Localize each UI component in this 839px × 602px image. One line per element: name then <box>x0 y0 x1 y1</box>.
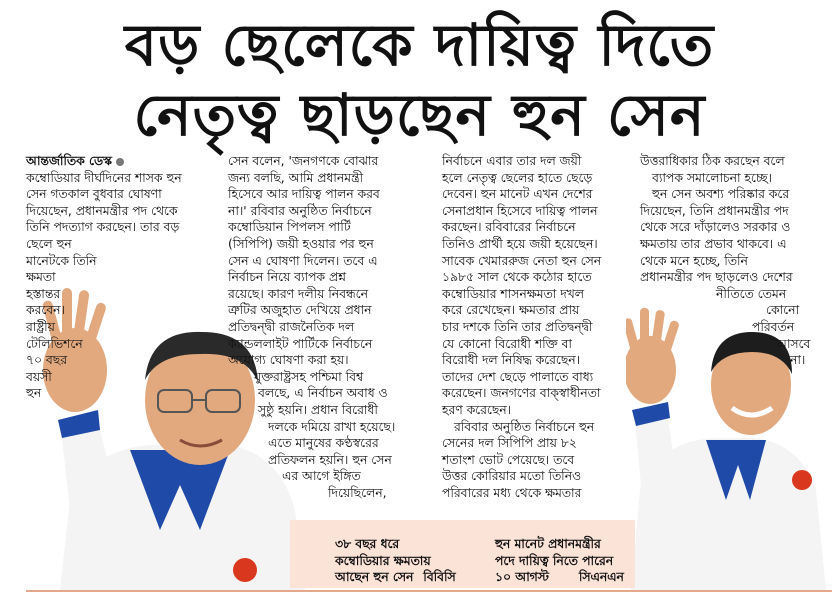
caption-source: সিএনএন <box>578 570 624 585</box>
text-line: কম্বোডিয়ান পিপলস পার্টি <box>228 220 351 235</box>
text-line: হরণ করেছেন। <box>442 402 512 417</box>
text-line: না।' রবিবার অনুষ্ঠিত নির্বাচনে <box>228 203 372 218</box>
photo-caption-hun-manet <box>495 536 635 586</box>
bullet-dot-icon <box>116 158 124 166</box>
text-line: এতে মানুষের কণ্ঠস্বরের <box>268 436 379 451</box>
text-line: ৭০ বছর <box>26 353 67 368</box>
caption-source: বিবিসি <box>423 570 456 585</box>
headline-line-1: বড় ছেলেকে দায়িত্ব দিতে <box>124 11 715 79</box>
text-line: পরিবর্তন <box>752 319 795 334</box>
text-line: দিয়েছেন, তিনি প্রধানমন্ত্রীর পদ <box>640 203 789 218</box>
text-line: ব্যাপক সমালোচনা হচ্ছে। <box>652 170 772 185</box>
text-line: দিয়েছিলেন, <box>328 485 387 500</box>
text-line: করে রেখেছেন। ক্ষমতার প্রায় <box>442 303 580 318</box>
text-line: হলে নেতৃত্ব ছেলের হাতে ছেড়ে <box>442 170 593 185</box>
article-column-2 <box>228 153 431 501</box>
text-line: বলছে, এ নির্বাচন অবাধ ও <box>258 386 388 401</box>
text-line: তিনি পদত্যাগ করছেন। তার বড় <box>26 220 180 235</box>
text-line: অযোগ্য ঘোষণা করা হয়। <box>228 353 349 368</box>
text-line: সাবেক খেমাররুজ নেতা হুন সেন <box>442 253 602 268</box>
headline-line-2: নেতৃত্ব ছাড়ছেন হুন সেন <box>133 81 706 149</box>
text-line: নীতিতে তেমন <box>716 286 787 301</box>
text-line: কম্বোডিয়ার শাসনক্ষমতা দখল <box>442 286 584 301</box>
text-line: কোনো <box>766 303 800 318</box>
bottom-rule <box>26 590 832 592</box>
text-line: সেনাপ্রধান হিসেবে দায়িত্ব পালন <box>442 203 598 218</box>
text-line: সেন এ ঘোষণা দিলেন। তবে এ <box>228 253 378 268</box>
caption-line: ১০ আগস্ট <box>495 570 549 585</box>
text-line: বয়সী <box>26 369 52 384</box>
text-line: থেকে সরে দাঁড়ালেও সরকার ও <box>640 220 791 235</box>
text-line: দেবেন। হুন মানেট এখন দেশের <box>442 187 593 202</box>
text-line: সেনের দল সিপিপি প্রায় ৮২ <box>442 436 577 451</box>
text-line: পরিবারের মধ্য থেকে ক্ষমতার <box>442 485 582 500</box>
text-line: বিরোধী দল নিষিদ্ধ করেছেন। <box>442 353 581 368</box>
article-column-3 <box>442 153 638 501</box>
text-line: প্রধানমন্ত্রীর পদ ছাড়লেও দেশের <box>640 270 793 285</box>
text-line: মানেটকে তিনি <box>26 253 97 268</box>
text-line: নির্বাচনে এবার তার দল জয়ী <box>442 154 582 168</box>
text-line: সেন গতকাল বুধবার ঘোষণা <box>26 187 162 202</box>
text-line: উত্তরাধিকার ঠিক করছেন বলে <box>640 154 785 168</box>
text-line: উত্তর কোরিয়ার মতো তিনিও <box>442 469 582 484</box>
headline <box>0 0 839 150</box>
article-column-1 <box>26 153 221 402</box>
text-line: জন্য বলছি, আমি প্রধানমন্ত্রী <box>228 170 364 185</box>
text-line: রয়েছে। কারণ দলীয় নিবন্ধনে <box>228 286 368 301</box>
text-line: ক্ষমতা <box>26 270 56 285</box>
text-line: রবিবার অনুষ্ঠিত নির্বাচনে হুন <box>454 419 595 434</box>
text-line: ছেলে হুন <box>26 236 72 251</box>
text-line: প্রতিদ্বন্দ্বী রাজনৈতিক দল <box>228 319 355 334</box>
text-line: যে কোনো বিরোধী শক্তি বা <box>442 336 572 351</box>
caption-line: আছেন হুন সেন <box>335 570 414 585</box>
text-line: দলকে দমিয়ে রাখা হয়েছে। <box>268 419 396 434</box>
text-line: প্রতিফলন হয়নি। হুন সেন <box>268 452 392 467</box>
narrow-wrap <box>26 236 112 402</box>
text-line: হুন সেন অবশ্য পরিষ্কার করে <box>652 187 790 202</box>
text-line: তাদের দেশ ছেড়ে পালাতে বাধ্য <box>442 369 594 384</box>
text-line: যুক্তরাষ্ট্রসহ পশ্চিমা বিশ্ব <box>254 369 363 384</box>
article-column-4 <box>640 153 832 369</box>
text-line: নির্বাচন নিয়ে ব্যাপক প্রশ্ন <box>228 270 346 285</box>
text-line: রাষ্ট্রীয় <box>26 319 55 334</box>
text-line: করছেন। রবিবারের নির্বাচনে <box>442 220 576 235</box>
text-line: সুষ্ঠু হয়নি। প্রধান বিরোধী <box>258 402 378 417</box>
text-line: সেন বলেন, 'জনগণকে বোঝার <box>228 154 379 168</box>
caption-line: ৩৮ বছর ধরে <box>335 537 400 551</box>
caption-line: হুন মানেট প্রধানমন্ত্রীর <box>495 537 601 551</box>
text-line: থেকে মনে হচ্ছে, তিনি <box>640 253 748 268</box>
text-line: ক্যান্ডললাইট পার্টিকে নির্বাচনে <box>228 336 373 351</box>
text-line: ত্রুটির অজুহাত দেখিয়ে প্রধান <box>228 303 372 318</box>
text-line: (সিপিপি) জয়ী হওয়ার পর হুন <box>228 236 374 251</box>
text-line: আসবে <box>776 336 811 351</box>
text-line: করবেন। <box>26 303 65 318</box>
caption-line: কম্বোডিয়ার ক্ষমতায় <box>335 553 431 568</box>
text-line: হস্তান্তর <box>26 286 61 301</box>
text-line: কম্বোডিয়ার দীর্ঘদিনের শাসক হুন <box>26 170 182 185</box>
photo-caption-hun-sen <box>335 536 485 586</box>
caption-line: পদে দায়িত্ব নিতে পারেন <box>495 553 614 568</box>
text-line: তিনিও প্রার্থী হয়ে জয়ী হয়েছেন। <box>442 236 598 251</box>
text-line: টেলিভিশনে <box>26 336 83 351</box>
text-line: চার দশকে তিনি তার প্রতিদ্বন্দ্বী <box>442 319 593 334</box>
text-line: হিসেবে আর দায়িত্ব পালন করব <box>228 187 380 202</box>
text-line: ১৯৮৫ সাল থেকে কঠোর হাতে <box>442 270 592 285</box>
text-line: না। <box>790 353 806 368</box>
text-line: এর আগে ইঙ্গিত <box>282 469 361 484</box>
text-line: ক্ষমতায় তার প্রভাব থাকবে। এ <box>640 236 787 251</box>
dateline: আন্তর্জাতিক ডেস্ক <box>26 154 112 168</box>
text-line: শতাংশ ভোট পেয়েছে। তবে <box>442 452 575 467</box>
text-line: হুন <box>26 386 42 401</box>
text-line: করেছেন। জনগণের বাক্স্বাধীনতা <box>442 386 601 401</box>
text-line: দিয়েছেন, প্রধানমন্ত্রীর পদ থেকে <box>26 203 178 218</box>
